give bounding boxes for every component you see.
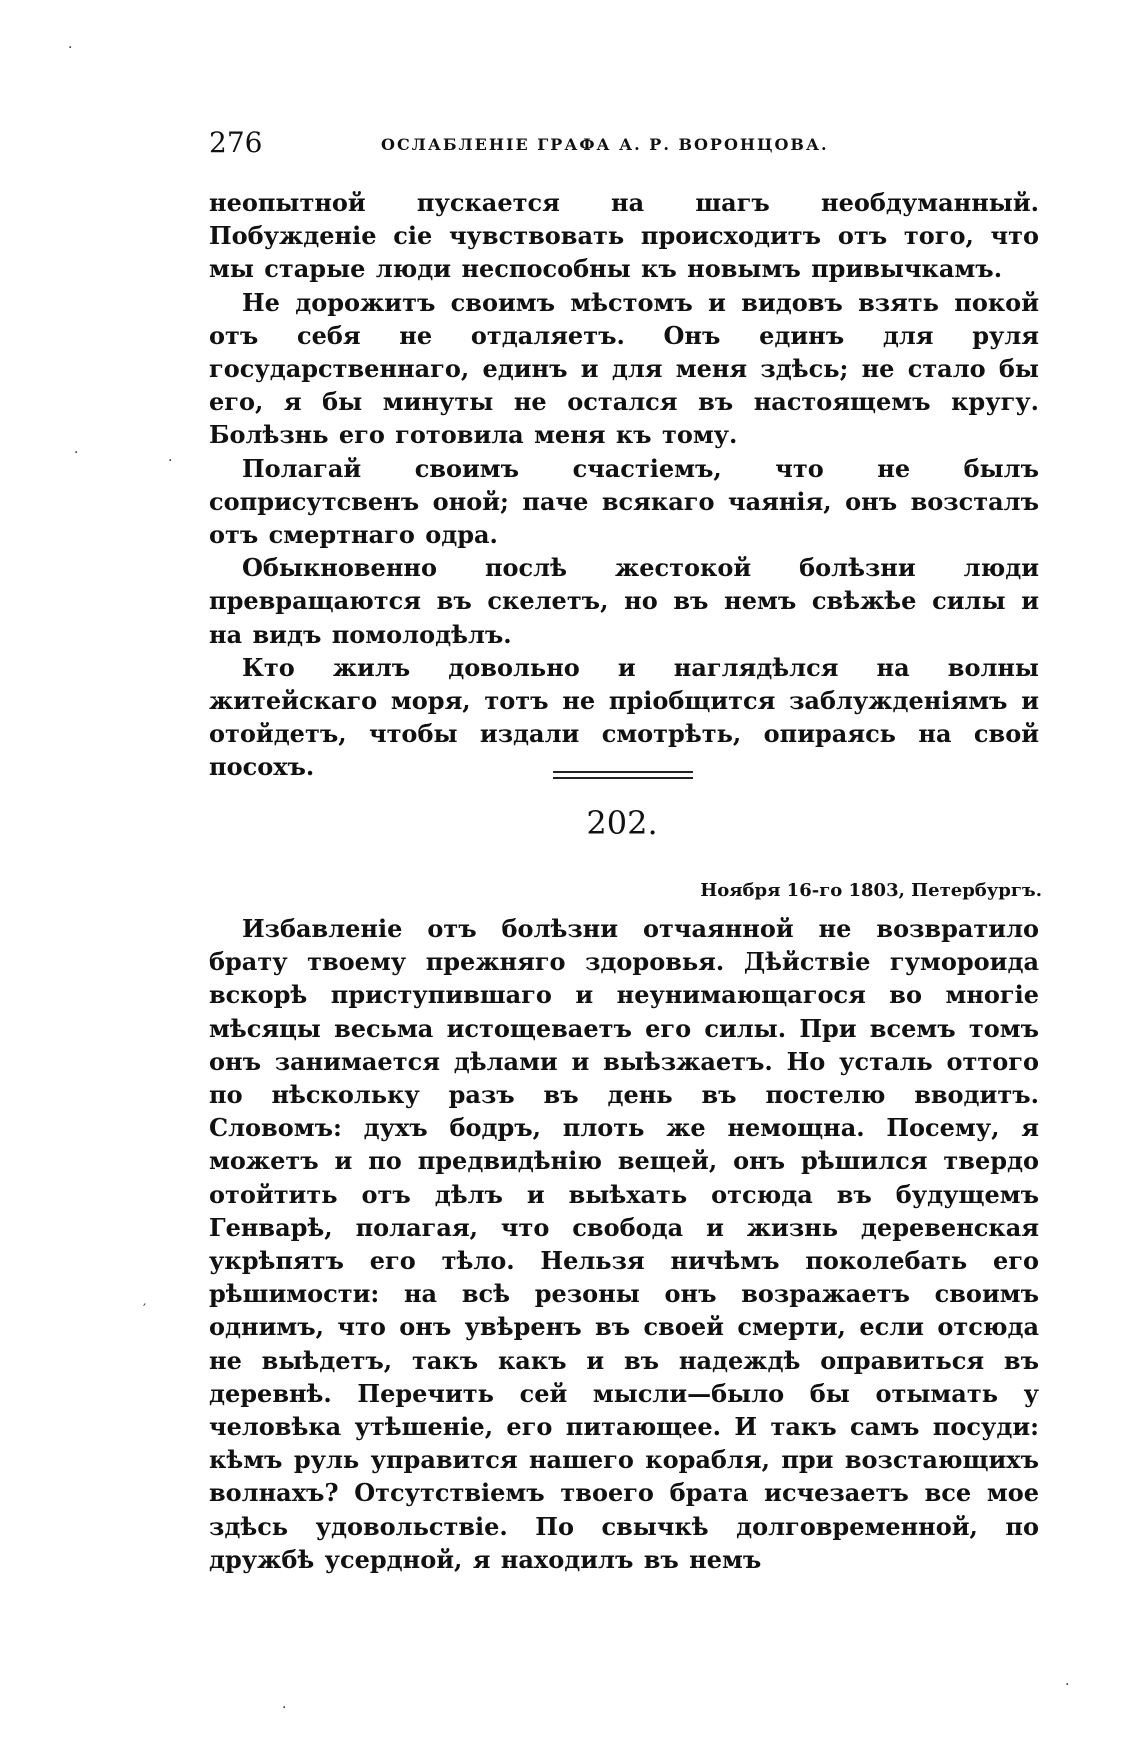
letter-202-text [209, 912, 1039, 1576]
letter-201-text [209, 186, 1039, 784]
paragraph: Кто жилъ довольно и наглядѣлся на волны житейскаго моря, тотъ не пріобщится заблужденіямъ и отойдетъ, чтобы издали смотрѣть, опираясь на свой посохъ. [209, 652, 1039, 782]
scan-speck: · [282, 1700, 287, 1716]
paragraph: Не дорожитъ своимъ мѣстомъ и видовъ взять покой отъ себя не отдаляетъ. Онъ единъ для руля государственнаго, единъ и для меня здѣсь; не стало бы его, я бы минуты не остался въ настоящемъ кругу. Болѣзнь его готовила меня къ тому. [209, 287, 1039, 450]
letter-number: 202. [586, 804, 658, 842]
section-divider-line [553, 777, 693, 779]
scan-speck: · [168, 453, 173, 469]
paragraph: неопытной пускается на шагъ необдуманный. Побужденіе сіе чувствовать происходитъ отъ того, что мы старые люди неспособны къ новымъ привычкамъ. [209, 188, 1039, 284]
scan-speck: · [68, 40, 73, 56]
scan-speck: · [74, 445, 79, 461]
page-number: 276 [209, 126, 263, 159]
running-head [209, 126, 1039, 160]
running-title: ОСЛАБЛЕНІЕ ГРАФА А. Р. ВОРОНЦОВА. [381, 135, 829, 154]
paragraph: Обыкновенно послѣ жестокой болѣзни люди превращаются въ скелетъ, но въ немъ свѣжѣе силы и на видъ помолодѣлъ. [209, 553, 1039, 649]
paragraph: Полагай своимъ счастіемъ, что не былъ соприсутсвенъ оной; паче всякаго чаянія, онъ возсталъ отъ смертнаго одра. [209, 453, 1039, 550]
paragraph: Избавленіе отъ болѣзни отчаянной не возвратило брату твоему прежняго здоровья. Дѣйствіе гумороида вскорѣ приступившаго и неунимающагося во многіе мѣсяцы весьма истощеваетъ его силы. При всемъ томъ онъ занимается дѣлами и выѣзжаетъ. Но усталь оттого по нѣскольку разъ въ день въ постелю вводитъ. Словомъ: духъ бодръ, плоть же немощна. Посему, я можетъ и по предвидѣнію вещей, онъ рѣшился твердо отойтить отъ дѣлъ и выѣхать отсюда въ будущемъ Генварѣ, полагая, что свобода и жизнь деревенская укрѣпятъ его тѣло. Нельзя ничѣмъ поколебать его рѣшимости: на всѣ резоны онъ возражаетъ своимъ однимъ, что онъ увѣренъ въ своей смерти, если отсюда не выѣдетъ, такъ какъ и въ надеждѣ оправиться въ деревнѣ. Перечить сей мысли—было бы отымать у человѣка утѣшеніе, его питающее. И такъ самъ посуди: кѣмъ руль управится нашего корабля, при возстающихъ волнахъ? Отсутствіемъ твоего брата исчезаетъ все мое здѣсь удовольствіе. По свычкѣ долговременной, по дружбѣ усердной, я находилъ въ немъ [209, 914, 1039, 1574]
scan-speck: · [1065, 1677, 1070, 1693]
dateline: Ноября 16-го 1803, Петербургъ. [700, 880, 1042, 901]
section-divider-line [553, 771, 693, 773]
margin-mark: ′ [143, 1302, 147, 1318]
